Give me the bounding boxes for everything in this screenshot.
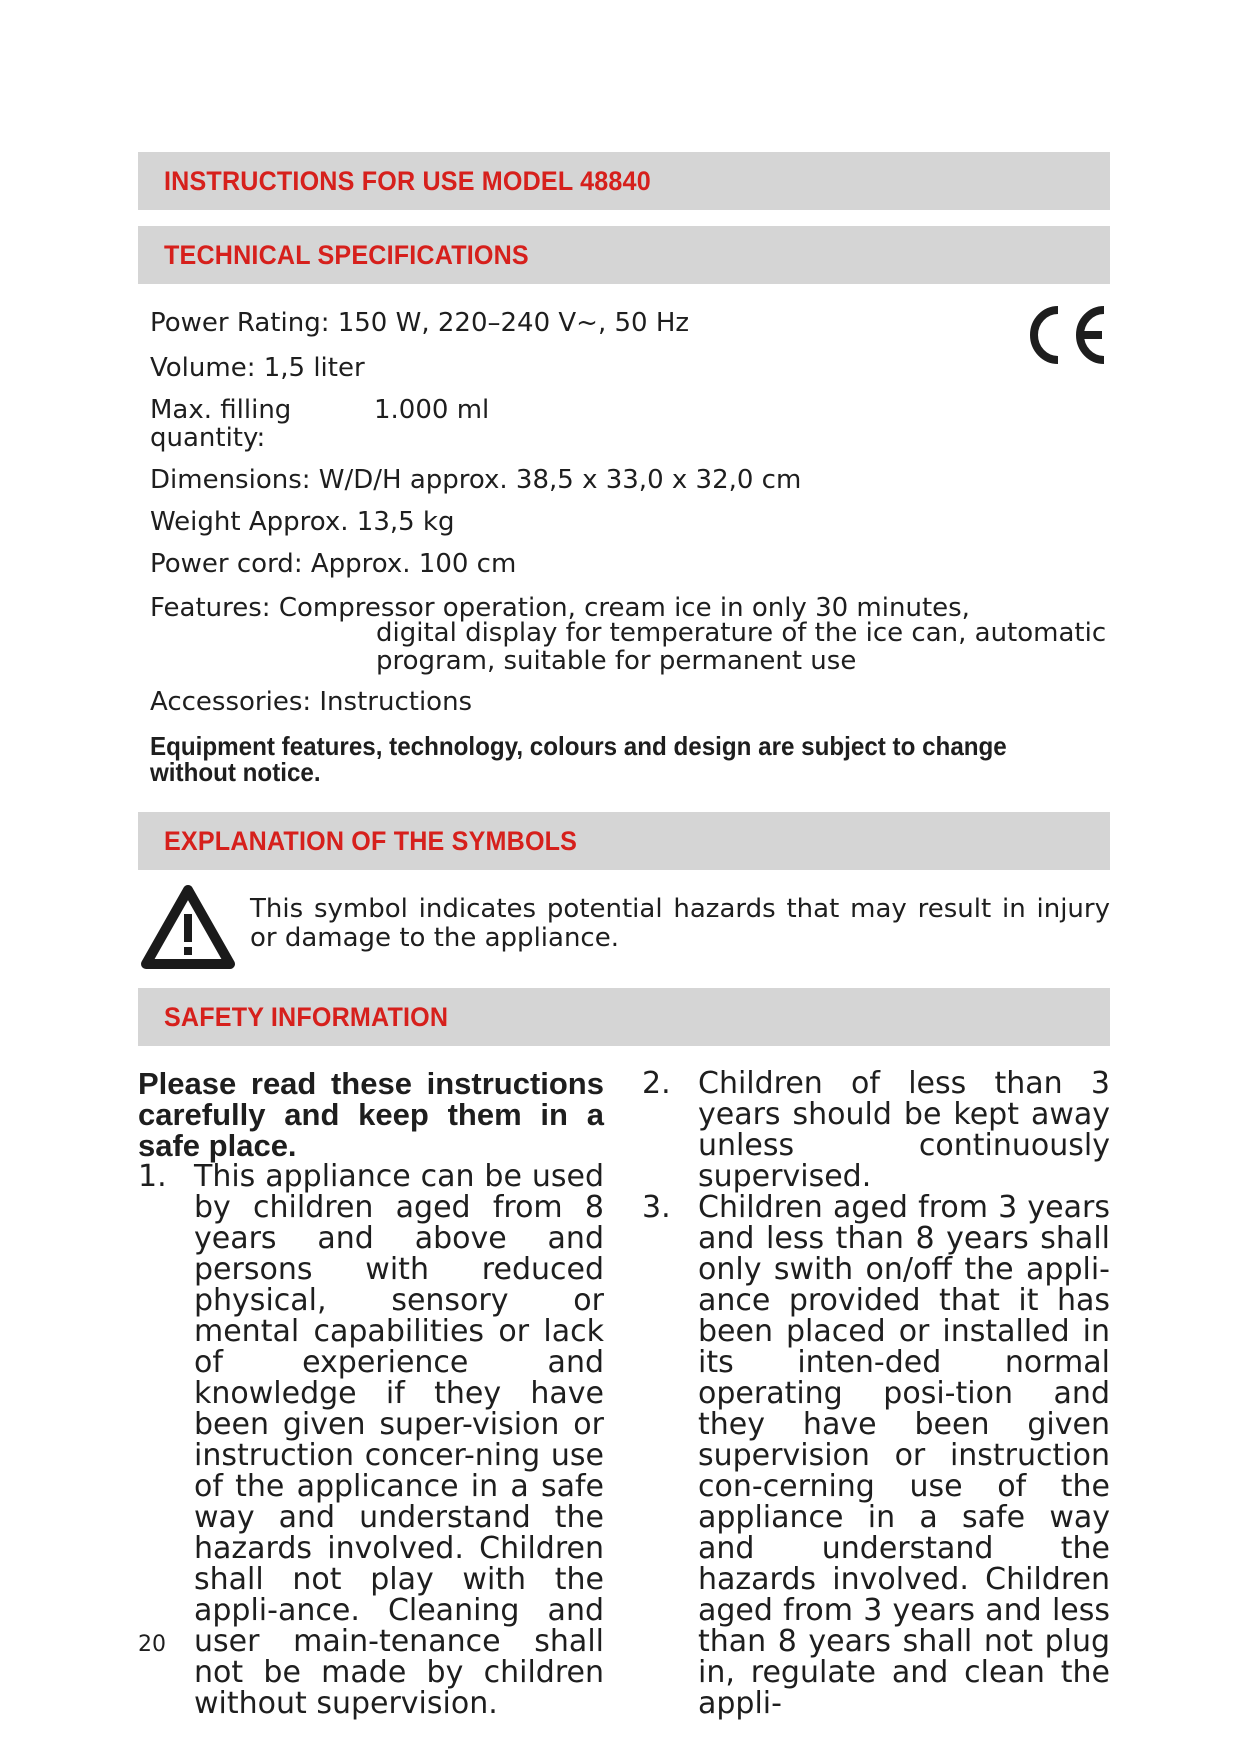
spec-cord: Power cord: Approx. 100 cm <box>150 549 517 579</box>
safety-lead: Please read these instructions carefully and keep them in a safe place. <box>138 1066 604 1163</box>
safety-title: SAFETY INFORMATION <box>164 1002 449 1032</box>
safety-item-1-number: 1. <box>138 1159 167 1194</box>
spec-max-filling-value: 1.000 ml <box>374 395 490 425</box>
technical-header <box>138 226 1110 284</box>
spec-features-line-3: program, suitable for permanent use <box>376 646 857 676</box>
page-number: 20 <box>138 1632 166 1657</box>
safety-item-2-text: Children of less than 3 years should be kept away unless continuously supervised. <box>698 1066 1110 1194</box>
spec-dimensions: Dimensions: W/D/H approx. 38,5 x 33,0 x 32,0 cm <box>150 465 802 495</box>
safety-left-column <box>138 1068 604 1719</box>
change-notice: Equipment features, technology, colours and design are subject to change without notice. <box>150 731 1007 787</box>
warning-triangle-icon <box>140 884 236 970</box>
safety-right-column <box>642 1068 1110 1719</box>
symbol-explanation: This symbol indicates potential hazards that may result in injury or damage to the appliance. <box>250 894 1110 953</box>
spec-weight: Weight Approx. 13,5 kg <box>150 507 455 537</box>
safety-item-3 <box>642 1192 1110 1719</box>
safety-item-2 <box>642 1068 1110 1192</box>
spec-features: Features: Compressor operation, cream ice in only 30 minutes, <box>150 593 970 623</box>
safety-item-2-number: 2. <box>642 1066 671 1101</box>
safety-header <box>138 988 1110 1046</box>
spec-max-filling-label-2: quantity: <box>150 423 266 453</box>
safety-item-1 <box>138 1161 604 1719</box>
instructions-title: INSTRUCTIONS FOR USE MODEL 48840 <box>164 166 651 196</box>
spec-power: Power Rating: 150 W, 220–240 V~, 50 Hz <box>150 308 690 338</box>
instructions-header <box>138 152 1110 210</box>
safety-item-3-text: Children aged from 3 years and less than 8 years shall only swith on/off the appli-ance provided that it has been placed or installed in its inten-ded normal operating posi-tion and they have been given supervision or instruction con-cerning use of the appliance in a safe way and understand the hazards involved. Children aged from 3 years and less than 8 years shall not plug in, regulate and clean the appli- <box>698 1190 1110 1721</box>
safety-item-3-number: 3. <box>642 1190 671 1225</box>
spec-volume: Volume: 1,5 liter <box>150 353 365 383</box>
symbols-header <box>138 812 1110 870</box>
symbols-title: EXPLANATION OF THE SYMBOLS <box>164 826 578 856</box>
safety-item-1-text: This appliance can be used by children aged from 8 years and above and persons with reduced physical, sensory or mental capabilities or lack of experience and knowledge if they have been given super-vision or instruction concer-ning use of the applicance in a safe way and understand the hazards involved. Children shall not play with the appli-ance. Cleaning and user main-tenance shall not be made by children without supervision. <box>194 1159 604 1721</box>
technical-title: TECHNICAL SPECIFICATIONS <box>164 240 529 270</box>
ce-mark-icon <box>1022 302 1108 368</box>
spec-max-filling-label: Max. filling <box>150 395 292 425</box>
spec-features-line-2: digital display for temperature of the ice can, automatic <box>376 618 1107 648</box>
spec-accessories: Accessories: Instructions <box>150 687 473 717</box>
